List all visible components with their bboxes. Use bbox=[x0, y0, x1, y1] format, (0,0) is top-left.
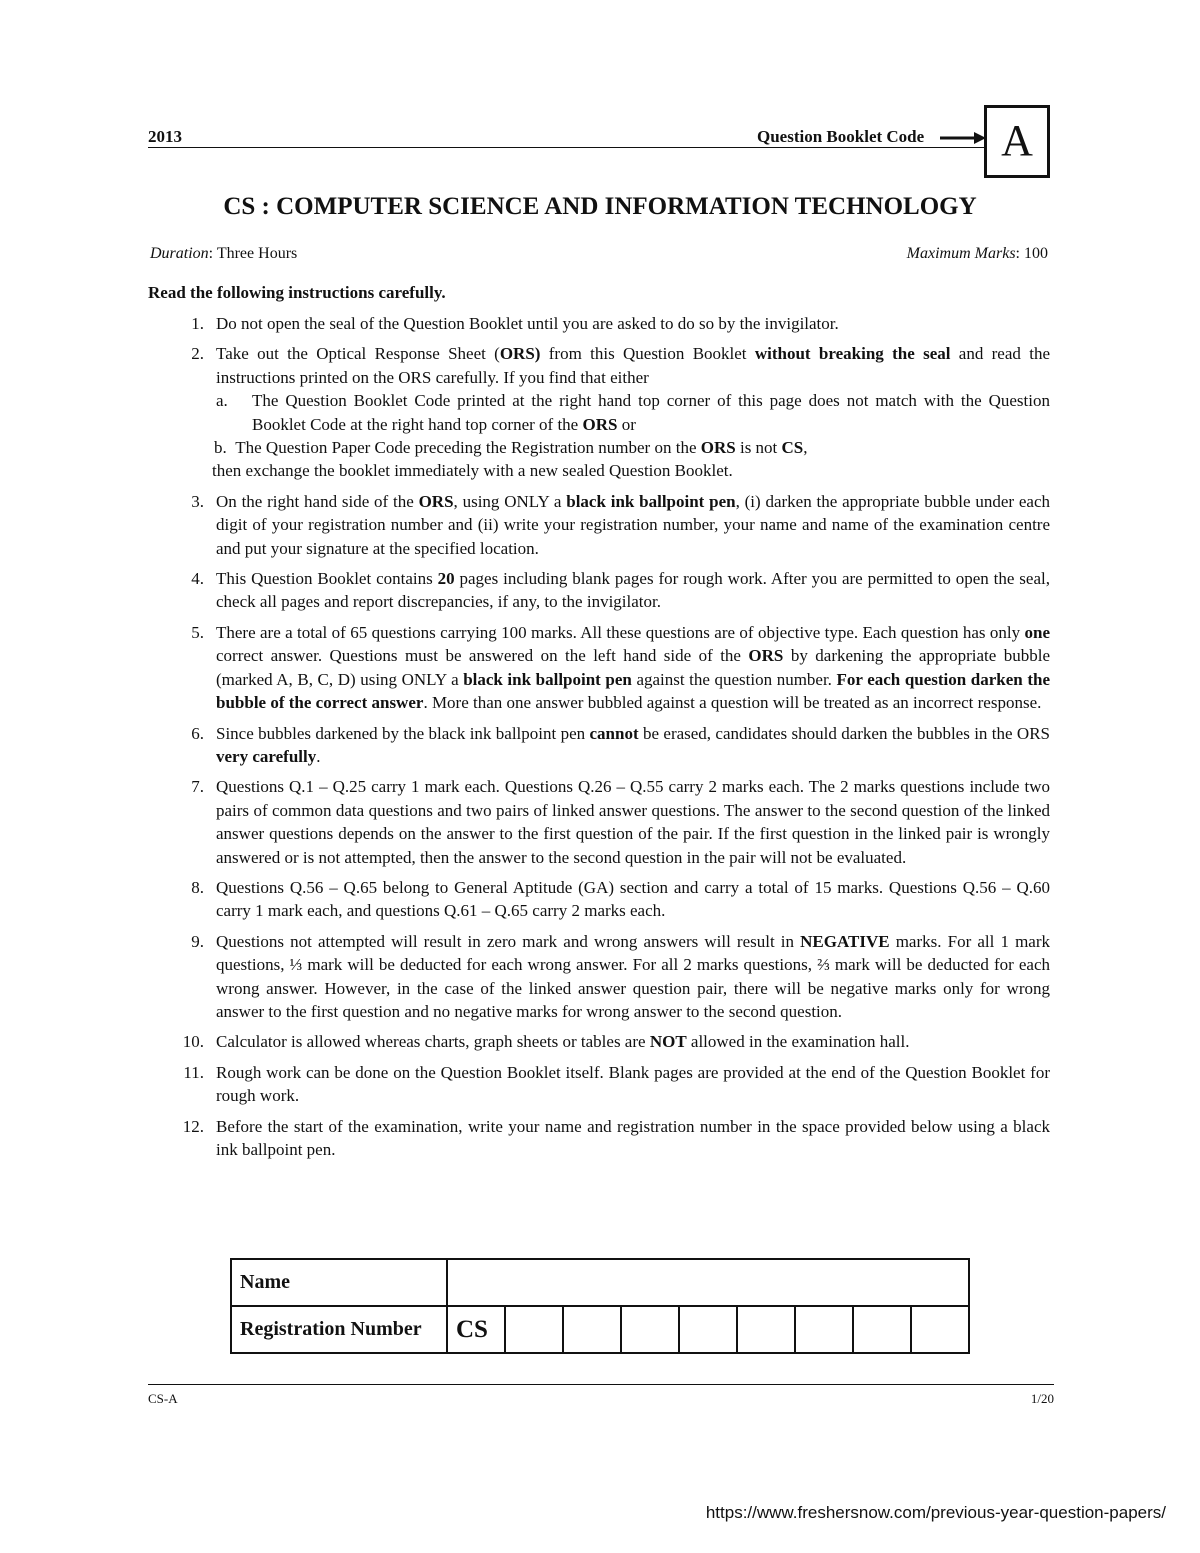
footer-divider bbox=[148, 1384, 1054, 1385]
instruction-emphasis: one bbox=[1024, 622, 1050, 642]
instruction-emphasis: ORS) bbox=[499, 344, 541, 364]
instruction-emphasis: NEGATIVE bbox=[800, 931, 890, 951]
instruction-text: Rough work can be done on the Question Booklet itself. Blank pages are provided at the end of the Question Booklet for rough work. bbox=[216, 1062, 1050, 1106]
instruction-text: Calculator is allowed whereas charts, graph sheets or tables are bbox=[216, 1032, 650, 1052]
max-marks-value: : 100 bbox=[1015, 245, 1048, 262]
footer-paper-code: CS-A bbox=[148, 1391, 178, 1406]
instruction-7 bbox=[180, 775, 1050, 869]
duration bbox=[150, 245, 297, 263]
name-label: Name bbox=[231, 1259, 447, 1306]
duration-value: : Three Hours bbox=[208, 245, 298, 262]
instructions-list bbox=[180, 312, 1050, 1168]
source-url-link[interactable]: https://www.freshersnow.com/previous-year-question-papers/ bbox=[705, 1503, 1166, 1522]
instruction-text: Since bubbles darkened by the black ink ballpoint pen bbox=[216, 723, 590, 743]
instruction-text: The Question Booklet Code printed at the right hand top corner of this page does not match with the Question Booklet Code at the right hand top corner of the bbox=[252, 391, 1050, 434]
instruction-text: Take out the Optical Response Sheet ( bbox=[216, 344, 500, 364]
instructions-heading: Read the following instructions carefully. bbox=[148, 283, 446, 302]
registration-digit-box[interactable] bbox=[737, 1306, 795, 1353]
registration-digit-box[interactable] bbox=[911, 1306, 969, 1353]
registration-digit-box[interactable] bbox=[563, 1306, 621, 1353]
instruction-text: , bbox=[803, 438, 808, 458]
instruction-11 bbox=[180, 1061, 1050, 1108]
instruction-8 bbox=[180, 876, 1050, 923]
instruction-emphasis: cannot bbox=[589, 723, 639, 743]
paper-title: CS : COMPUTER SCIENCE AND INFORMATION TECHNOLOGY bbox=[223, 193, 977, 220]
name-field[interactable] bbox=[447, 1259, 969, 1306]
instruction-2b bbox=[214, 436, 1050, 459]
instruction-number: 4. bbox=[191, 569, 204, 589]
instruction-text: . bbox=[316, 746, 321, 766]
registration-digit-box[interactable] bbox=[679, 1306, 737, 1353]
instruction-emphasis: For each question darken the bubble of the correct answer bbox=[216, 669, 1050, 713]
instruction-text: against the question number. bbox=[631, 669, 837, 689]
instruction-number: 1. bbox=[191, 314, 204, 333]
instruction-text: be erased, candidates should darken the bubbles in the ORS bbox=[638, 723, 1050, 743]
instruction-text: , (i) darken the appropriate bubble under each digit of your registration number and (ii) write your registration number, your name and name of the examination centre and put your signature at the specified location. bbox=[216, 491, 1050, 558]
instruction-emphasis: without breaking the seal bbox=[754, 344, 951, 364]
instruction-1 bbox=[180, 312, 1050, 335]
instruction-6 bbox=[180, 722, 1050, 769]
instruction-text: Questions Q.1 – Q.25 carry 1 mark each. Questions Q.26 – Q.55 carry 2 marks each. The 2 marks questions include two pairs of common data questions and two pairs of linked answer questions. The answer to the second question of the linked answer questions depends on the answer to the first question of the pair. If the first question in the linked pair is wrongly answered or is not attempted, then the answer to the second question in the pair will not be evaluated. bbox=[216, 777, 1050, 867]
instruction-emphasis: CS bbox=[781, 438, 804, 458]
booklet-code-box: A bbox=[984, 105, 1050, 178]
registration-digit-box[interactable] bbox=[505, 1306, 563, 1353]
instruction-text: from this Question Booklet bbox=[540, 344, 755, 364]
instruction-text: The Question Paper Code preceding the Registration number on the bbox=[235, 438, 701, 458]
instruction-text: and read the instructions printed on the ORS carefully. If you find that either bbox=[216, 344, 1050, 387]
instruction-5 bbox=[180, 621, 1050, 715]
instruction-3 bbox=[180, 490, 1050, 560]
instruction-text: , using ONLY a bbox=[453, 491, 567, 511]
registration-label: Registration Number bbox=[231, 1306, 447, 1353]
instruction-number: 7. bbox=[191, 777, 204, 797]
maximum-marks bbox=[700, 245, 1048, 263]
instruction-12 bbox=[180, 1115, 1050, 1162]
exam-year: 2013 bbox=[148, 127, 182, 146]
instruction-number: 9. bbox=[191, 931, 204, 951]
instruction-number: 10. bbox=[182, 1032, 204, 1052]
instruction-2 bbox=[180, 342, 1050, 482]
instruction-text: by darkening the appropriate bubble (marked A, B, C, D) using ONLY a bbox=[216, 646, 1050, 689]
instruction-text: Questions not attempted will result in zero mark and wrong answers will result in bbox=[216, 931, 801, 951]
instruction-emphasis: ORS bbox=[582, 414, 618, 434]
instruction-emphasis: 20 bbox=[437, 569, 455, 589]
booklet-code-label: Question Booklet Code bbox=[757, 127, 925, 146]
instruction-text: is not bbox=[735, 438, 782, 458]
instruction-emphasis: NOT bbox=[649, 1032, 687, 1052]
candidate-details-table bbox=[230, 1258, 970, 1354]
instruction-number: 3. bbox=[191, 491, 204, 511]
instruction-emphasis: ORS bbox=[748, 646, 784, 666]
instruction-2a bbox=[216, 389, 1050, 436]
instruction-text: Questions Q.56 – Q.65 belong to General Aptitude (GA) section and carry a total of 15 marks. Questions Q.56 – Q.60 carry 1 mark each, and questions Q.61 – Q.65 carry 2 marks each. bbox=[216, 877, 1050, 921]
instruction-2-tail: then exchange the booklet immediately with a new sealed Question Booklet. bbox=[212, 461, 733, 481]
instruction-text: This Question Booklet contains bbox=[216, 569, 438, 589]
instruction-text: or bbox=[617, 414, 636, 434]
max-marks-label: Maximum Marks bbox=[906, 245, 1016, 262]
instruction-emphasis: very carefully bbox=[216, 746, 317, 766]
instruction-number: 5. bbox=[191, 622, 204, 642]
instruction-9 bbox=[180, 930, 1050, 1024]
registration-digit-box[interactable] bbox=[795, 1306, 853, 1353]
instruction-text: allowed in the examination hall. bbox=[686, 1032, 910, 1052]
instruction-emphasis: black ink ballpoint pen bbox=[463, 669, 632, 689]
page-number: 1/20 bbox=[1030, 1391, 1054, 1406]
instruction-text: marks. For all 1 mark questions, ⅓ mark will be deducted for each wrong answer. For all 2 marks questions, ⅔ mark will be deducted for each wrong answer. However, in the case of the linked answer question pair, there will be negative marks only for wrong answer to the first question and no negative marks for wrong answer to the second question. bbox=[216, 931, 1050, 1021]
instruction-text: pages including blank pages for rough work. After you are permitted to open the seal, check all pages and report discrepancies, if any, to the invigilator. bbox=[216, 569, 1050, 612]
registration-row bbox=[231, 1306, 969, 1353]
instruction-text: There are a total of 65 questions carrying 100 marks. All these questions are of objective type. Each question has only bbox=[216, 622, 1025, 642]
instruction-text: Do not open the seal of the Question Booklet until you are asked to do so by the invigilator. bbox=[216, 314, 839, 333]
instruction-number: 11. bbox=[183, 1062, 204, 1082]
sub-item-label: a. bbox=[216, 391, 228, 411]
instruction-number: 8. bbox=[191, 877, 204, 897]
registration-digit-box[interactable] bbox=[853, 1306, 911, 1353]
arrow-right-icon bbox=[940, 130, 986, 146]
sub-item-label: b. bbox=[214, 438, 227, 458]
instruction-number: 6. bbox=[191, 723, 204, 743]
instruction-text: correct answer. Questions must be answered on the left hand side of the bbox=[216, 646, 749, 666]
instruction-text: On the right hand side of the bbox=[216, 491, 419, 511]
duration-label: Duration bbox=[150, 245, 209, 262]
registration-digit-box[interactable] bbox=[621, 1306, 679, 1353]
instruction-number: 2. bbox=[191, 344, 204, 364]
name-row bbox=[231, 1259, 969, 1306]
instruction-emphasis: ORS bbox=[418, 491, 454, 511]
header-divider bbox=[148, 147, 986, 148]
instruction-emphasis: black ink ballpoint pen bbox=[566, 491, 736, 511]
instruction-number: 12. bbox=[182, 1116, 204, 1136]
registration-prefix: CS bbox=[447, 1306, 505, 1353]
instruction-emphasis: ORS bbox=[700, 438, 736, 458]
instruction-text: Before the start of the examination, write your name and registration number in the space provided below using a black ink ballpoint pen. bbox=[216, 1116, 1050, 1159]
instruction-text: . More than one answer bubbled against a question will be treated as an incorrect response. bbox=[423, 693, 1042, 713]
instruction-4 bbox=[180, 567, 1050, 614]
instruction-10 bbox=[180, 1030, 1050, 1053]
